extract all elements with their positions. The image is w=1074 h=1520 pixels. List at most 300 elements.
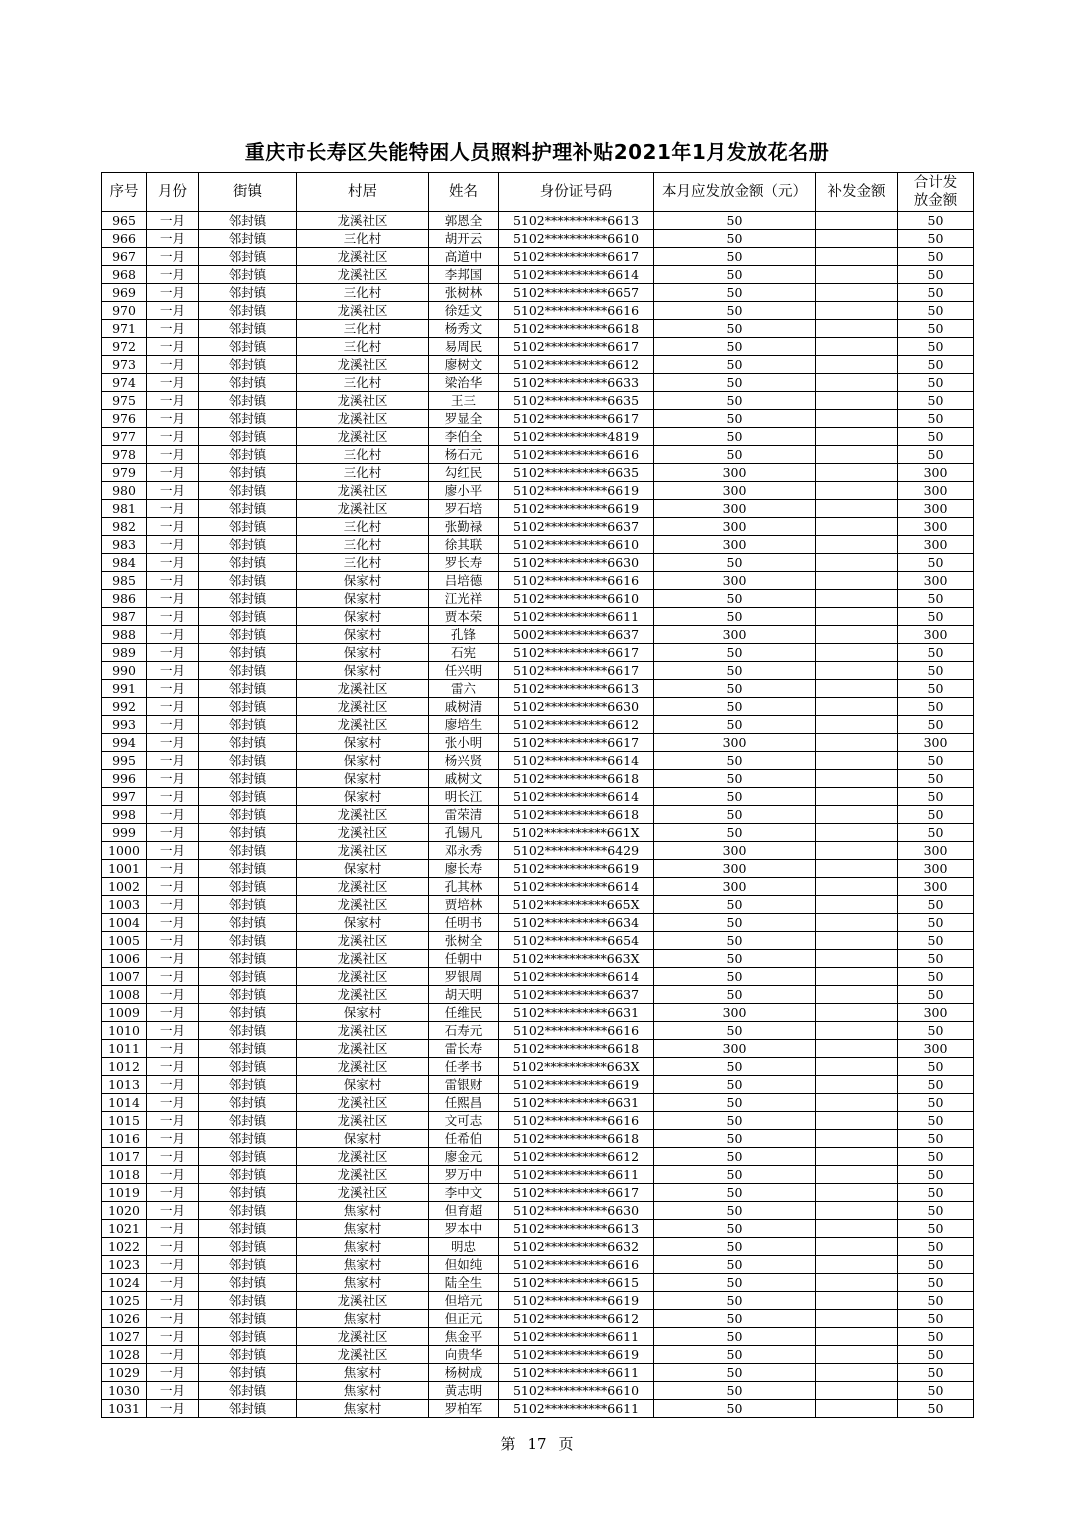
cell-month: 一月 [147,1148,199,1166]
cell-supplement-amount [816,554,898,572]
cell-total-amount: 50 [898,986,974,1004]
cell-village: 三化村 [297,338,429,356]
cell-name: 雷六 [429,680,499,698]
cell-name: 徐其联 [429,536,499,554]
cell-total-amount: 50 [898,320,974,338]
table-row [102,1220,974,1238]
cell-town: 邻封镇 [199,608,297,626]
table-row [102,1022,974,1040]
cell-village: 龙溪社区 [297,824,429,842]
cell-name: 胡开云 [429,230,499,248]
table-header-row [102,173,974,212]
cell-seq: 988 [102,626,147,644]
cell-supplement-amount [816,338,898,356]
cell-town: 邻封镇 [199,860,297,878]
cell-month: 一月 [147,1346,199,1364]
cell-name: 但育超 [429,1202,499,1220]
cell-total-amount: 50 [898,1094,974,1112]
table-row [102,932,974,950]
cell-name: 贾培林 [429,896,499,914]
cell-monthly-amount: 300 [654,1040,816,1058]
cell-total-amount: 300 [898,626,974,644]
cell-name: 李邦国 [429,266,499,284]
cell-month: 一月 [147,464,199,482]
cell-supplement-amount [816,1148,898,1166]
cell-id-number: 5102**********6611 [499,1166,654,1184]
cell-month: 一月 [147,770,199,788]
cell-month: 一月 [147,500,199,518]
header-village: 村居 [297,173,429,212]
cell-town: 邻封镇 [199,1184,297,1202]
cell-seq: 1013 [102,1076,147,1094]
cell-village: 龙溪社区 [297,842,429,860]
cell-id-number: 5102**********6654 [499,932,654,950]
table-row [102,302,974,320]
cell-name: 石宪 [429,644,499,662]
cell-monthly-amount: 50 [654,1220,816,1238]
cell-supplement-amount [816,1112,898,1130]
cell-supplement-amount [816,896,898,914]
cell-town: 邻封镇 [199,1256,297,1274]
cell-seq: 1021 [102,1220,147,1238]
cell-id-number: 5102**********6617 [499,338,654,356]
cell-supplement-amount [816,770,898,788]
cell-id-number: 5102**********6614 [499,878,654,896]
cell-total-amount: 50 [898,1400,974,1418]
table-row [102,374,974,392]
cell-town: 邻封镇 [199,284,297,302]
table-row [102,1148,974,1166]
cell-seq: 1016 [102,1130,147,1148]
cell-id-number: 5102**********6612 [499,716,654,734]
table-row [102,896,974,914]
cell-supplement-amount [816,464,898,482]
cell-id-number: 5102**********6616 [499,1112,654,1130]
cell-town: 邻封镇 [199,788,297,806]
table-row [102,878,974,896]
cell-village: 保家村 [297,1004,429,1022]
table-row [102,914,974,932]
cell-id-number: 5102**********6612 [499,356,654,374]
cell-id-number: 5102**********6611 [499,1400,654,1418]
cell-monthly-amount: 50 [654,1166,816,1184]
cell-village: 龙溪社区 [297,500,429,518]
cell-seq: 965 [102,212,147,230]
cell-monthly-amount: 50 [654,284,816,302]
cell-month: 一月 [147,554,199,572]
cell-month: 一月 [147,1184,199,1202]
cell-id-number: 5102**********6630 [499,554,654,572]
cell-supplement-amount [816,1076,898,1094]
cell-supplement-amount [816,914,898,932]
cell-seq: 1009 [102,1004,147,1022]
cell-name: 雷荣清 [429,806,499,824]
cell-month: 一月 [147,1202,199,1220]
cell-month: 一月 [147,1382,199,1400]
cell-town: 邻封镇 [199,1094,297,1112]
cell-monthly-amount: 300 [654,536,816,554]
cell-name: 明忠 [429,1238,499,1256]
roster-table [101,172,974,1418]
cell-monthly-amount: 50 [654,212,816,230]
cell-supplement-amount [816,1328,898,1346]
cell-supplement-amount [816,626,898,644]
table-body [102,212,974,1418]
cell-seq: 1018 [102,1166,147,1184]
cell-id-number: 5102**********6657 [499,284,654,302]
table-row [102,230,974,248]
cell-seq: 1014 [102,1094,147,1112]
table-row [102,1364,974,1382]
cell-name: 罗柏军 [429,1400,499,1418]
cell-town: 邻封镇 [199,392,297,410]
cell-supplement-amount [816,932,898,950]
cell-total-amount: 50 [898,914,974,932]
cell-town: 邻封镇 [199,1382,297,1400]
cell-town: 邻封镇 [199,1076,297,1094]
cell-name: 但培元 [429,1292,499,1310]
cell-total-amount: 50 [898,824,974,842]
cell-seq: 976 [102,410,147,428]
cell-seq: 986 [102,590,147,608]
cell-monthly-amount: 50 [654,752,816,770]
cell-total-amount: 50 [898,608,974,626]
cell-id-number: 5102**********663X [499,950,654,968]
cell-seq: 987 [102,608,147,626]
cell-village: 保家村 [297,590,429,608]
cell-monthly-amount: 50 [654,338,816,356]
cell-supplement-amount [816,1382,898,1400]
cell-monthly-amount: 50 [654,644,816,662]
cell-total-amount: 50 [898,266,974,284]
table-row [102,1076,974,1094]
table-row [102,1040,974,1058]
cell-monthly-amount: 50 [654,554,816,572]
cell-village: 保家村 [297,608,429,626]
table-row [102,266,974,284]
cell-total-amount: 50 [898,302,974,320]
cell-id-number: 5102**********4819 [499,428,654,446]
cell-village: 龙溪社区 [297,428,429,446]
cell-seq: 983 [102,536,147,554]
table-row [102,824,974,842]
cell-month: 一月 [147,608,199,626]
cell-town: 邻封镇 [199,266,297,284]
cell-month: 一月 [147,410,199,428]
cell-town: 邻封镇 [199,1364,297,1382]
cell-name: 任维民 [429,1004,499,1022]
cell-seq: 1002 [102,878,147,896]
document-title: 重庆市长寿区失能特困人员照料护理补贴2021年1月发放花名册 [244,140,830,164]
cell-name: 邓永秀 [429,842,499,860]
cell-name: 陆全生 [429,1274,499,1292]
cell-name: 廖树文 [429,356,499,374]
cell-month: 一月 [147,1022,199,1040]
cell-id-number: 5102**********6617 [499,734,654,752]
table-row [102,464,974,482]
table-row [102,1328,974,1346]
cell-id-number: 5102**********6614 [499,266,654,284]
cell-seq: 979 [102,464,147,482]
cell-name: 任孝书 [429,1058,499,1076]
cell-town: 邻封镇 [199,374,297,392]
header-total-amount: 合计发放金额 [898,173,974,212]
cell-total-amount: 50 [898,752,974,770]
cell-supplement-amount [816,752,898,770]
cell-town: 邻封镇 [199,986,297,1004]
cell-town: 邻封镇 [199,1004,297,1022]
cell-supplement-amount [816,806,898,824]
table-row [102,554,974,572]
cell-monthly-amount: 50 [654,320,816,338]
cell-total-amount: 50 [898,446,974,464]
table-row [102,860,974,878]
cell-id-number: 5102**********6619 [499,1292,654,1310]
cell-name: 石寿元 [429,1022,499,1040]
cell-town: 邻封镇 [199,464,297,482]
cell-name: 勾红民 [429,464,499,482]
cell-id-number: 5102**********6631 [499,1004,654,1022]
cell-seq: 982 [102,518,147,536]
cell-seq: 1019 [102,1184,147,1202]
cell-month: 一月 [147,1400,199,1418]
cell-seq: 991 [102,680,147,698]
cell-monthly-amount: 50 [654,392,816,410]
cell-total-amount: 300 [898,500,974,518]
cell-total-amount: 50 [898,248,974,266]
table-row [102,1310,974,1328]
cell-supplement-amount [816,302,898,320]
cell-village: 焦家村 [297,1274,429,1292]
cell-town: 邻封镇 [199,428,297,446]
cell-seq: 1025 [102,1292,147,1310]
cell-supplement-amount [816,572,898,590]
cell-monthly-amount: 300 [654,842,816,860]
header-id-number: 身份证号码 [499,173,654,212]
cell-name: 罗银周 [429,968,499,986]
cell-total-amount: 50 [898,1292,974,1310]
cell-village: 龙溪社区 [297,716,429,734]
cell-id-number: 5102**********6610 [499,230,654,248]
cell-town: 邻封镇 [199,572,297,590]
cell-name: 高道中 [429,248,499,266]
cell-seq: 1008 [102,986,147,1004]
cell-month: 一月 [147,662,199,680]
cell-total-amount: 50 [898,770,974,788]
cell-total-amount: 50 [898,374,974,392]
cell-id-number: 5102**********6619 [499,500,654,518]
cell-town: 邻封镇 [199,1346,297,1364]
cell-supplement-amount [816,392,898,410]
cell-month: 一月 [147,284,199,302]
cell-month: 一月 [147,752,199,770]
footer-suffix: 页 [558,1435,574,1453]
cell-name: 杨石元 [429,446,499,464]
cell-village: 龙溪社区 [297,302,429,320]
cell-monthly-amount: 50 [654,914,816,932]
cell-seq: 969 [102,284,147,302]
cell-village: 焦家村 [297,1364,429,1382]
table-row [102,1112,974,1130]
cell-town: 邻封镇 [199,770,297,788]
cell-town: 邻封镇 [199,842,297,860]
cell-seq: 968 [102,266,147,284]
cell-total-amount: 300 [898,464,974,482]
cell-village: 龙溪社区 [297,248,429,266]
cell-seq: 1001 [102,860,147,878]
cell-village: 保家村 [297,662,429,680]
cell-id-number: 5102**********661X [499,824,654,842]
cell-month: 一月 [147,1310,199,1328]
cell-month: 一月 [147,1076,199,1094]
cell-town: 邻封镇 [199,410,297,428]
cell-monthly-amount: 50 [654,446,816,464]
table-row [102,716,974,734]
cell-name: 戚树文 [429,770,499,788]
table-row [102,752,974,770]
cell-name: 吕培德 [429,572,499,590]
cell-village: 焦家村 [297,1202,429,1220]
cell-supplement-amount [816,1004,898,1022]
cell-seq: 1023 [102,1256,147,1274]
cell-supplement-amount [816,1130,898,1148]
table-row [102,1400,974,1418]
cell-town: 邻封镇 [199,1112,297,1130]
cell-seq: 1011 [102,1040,147,1058]
cell-monthly-amount: 50 [654,698,816,716]
cell-monthly-amount: 50 [654,1148,816,1166]
table-row [102,1058,974,1076]
cell-seq: 1015 [102,1112,147,1130]
page-footer [0,1433,1074,1454]
cell-total-amount: 50 [898,968,974,986]
cell-monthly-amount: 50 [654,1256,816,1274]
cell-id-number: 5102**********6637 [499,518,654,536]
cell-monthly-amount: 300 [654,734,816,752]
cell-town: 邻封镇 [199,590,297,608]
cell-id-number: 5102**********6614 [499,788,654,806]
cell-total-amount: 50 [898,1184,974,1202]
cell-total-amount: 50 [898,698,974,716]
cell-month: 一月 [147,860,199,878]
cell-monthly-amount: 50 [654,1130,816,1148]
cell-supplement-amount [816,644,898,662]
table-row [102,626,974,644]
table-row [102,590,974,608]
cell-supplement-amount [816,1202,898,1220]
cell-monthly-amount: 300 [654,464,816,482]
cell-village: 龙溪社区 [297,680,429,698]
cell-supplement-amount [816,860,898,878]
cell-village: 龙溪社区 [297,806,429,824]
cell-total-amount: 50 [898,1346,974,1364]
cell-id-number: 5102**********6616 [499,572,654,590]
cell-village: 三化村 [297,320,429,338]
cell-month: 一月 [147,1094,199,1112]
cell-month: 一月 [147,374,199,392]
table-row [102,338,974,356]
cell-town: 邻封镇 [199,356,297,374]
cell-town: 邻封镇 [199,824,297,842]
cell-seq: 1004 [102,914,147,932]
cell-village: 三化村 [297,446,429,464]
cell-month: 一月 [147,446,199,464]
cell-supplement-amount [816,968,898,986]
cell-name: 雷长寿 [429,1040,499,1058]
cell-seq: 1031 [102,1400,147,1418]
cell-id-number: 5102**********6630 [499,1202,654,1220]
cell-seq: 998 [102,806,147,824]
cell-name: 张树全 [429,932,499,950]
cell-supplement-amount [816,1238,898,1256]
cell-month: 一月 [147,536,199,554]
cell-id-number: 5102**********6617 [499,662,654,680]
cell-supplement-amount [816,428,898,446]
cell-name: 王三 [429,392,499,410]
table-row [102,410,974,428]
cell-monthly-amount: 50 [654,662,816,680]
cell-supplement-amount [816,446,898,464]
cell-name: 但正元 [429,1310,499,1328]
cell-name: 张小明 [429,734,499,752]
cell-town: 邻封镇 [199,518,297,536]
cell-village: 三化村 [297,284,429,302]
cell-monthly-amount: 50 [654,608,816,626]
cell-village: 龙溪社区 [297,1112,429,1130]
table-row [102,1184,974,1202]
cell-village: 龙溪社区 [297,878,429,896]
cell-name: 但如纯 [429,1256,499,1274]
cell-total-amount: 50 [898,1382,974,1400]
cell-seq: 978 [102,446,147,464]
cell-total-amount: 50 [898,950,974,968]
cell-supplement-amount [816,986,898,1004]
cell-village: 保家村 [297,914,429,932]
cell-village: 焦家村 [297,1256,429,1274]
cell-village: 保家村 [297,752,429,770]
cell-name: 杨兴贤 [429,752,499,770]
cell-monthly-amount: 300 [654,482,816,500]
cell-supplement-amount [816,518,898,536]
cell-seq: 992 [102,698,147,716]
cell-total-amount: 300 [898,842,974,860]
cell-supplement-amount [816,1220,898,1238]
table-row [102,1346,974,1364]
cell-name: 任朝中 [429,950,499,968]
cell-town: 邻封镇 [199,446,297,464]
table-row [102,986,974,1004]
cell-total-amount: 300 [898,536,974,554]
cell-name: 张树林 [429,284,499,302]
cell-name: 廖长寿 [429,860,499,878]
cell-supplement-amount [816,734,898,752]
cell-town: 邻封镇 [199,1166,297,1184]
cell-monthly-amount: 300 [654,878,816,896]
cell-id-number: 5102**********6429 [499,842,654,860]
cell-name: 任熙昌 [429,1094,499,1112]
cell-month: 一月 [147,1220,199,1238]
cell-id-number: 5102**********6612 [499,1310,654,1328]
table-row [102,284,974,302]
cell-village: 龙溪社区 [297,1328,429,1346]
cell-town: 邻封镇 [199,1400,297,1418]
cell-id-number: 5102**********6617 [499,644,654,662]
cell-monthly-amount: 50 [654,1364,816,1382]
cell-total-amount: 50 [898,392,974,410]
cell-village: 三化村 [297,464,429,482]
cell-village: 龙溪社区 [297,1346,429,1364]
table-row [102,1382,974,1400]
